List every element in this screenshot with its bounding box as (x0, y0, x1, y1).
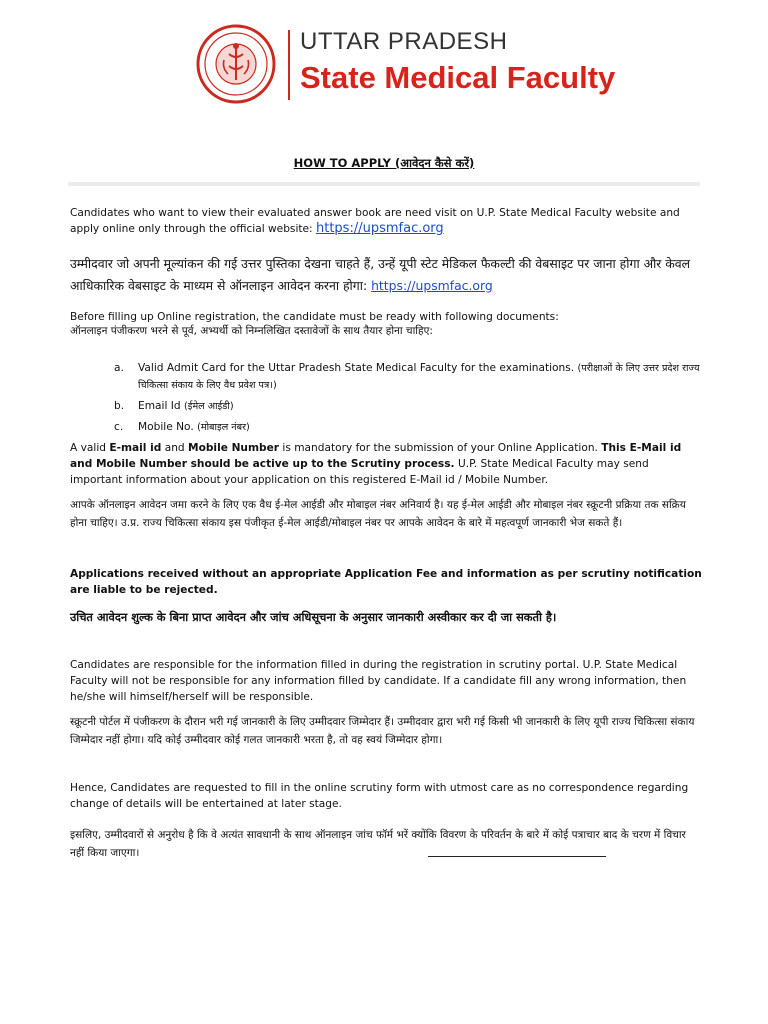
page-title: HOW TO APPLY (आवेदन कैसे करें) (293, 156, 475, 170)
documents-list (70, 360, 702, 440)
mandatory-bold-email: E-mail id (109, 442, 162, 454)
list-item (70, 398, 702, 415)
list-item-en: Mobile No. (138, 421, 194, 433)
header-state: UTTAR PRADESH (300, 28, 508, 55)
mandatory-hi: आपके ऑनलाइन आवेदन जमा करने के लिए एक वैध ई-मेल आईडी और मोबाइल नंबर अनिवार्य है। यह ई-मेल आईडी और मोबाइल नंबर स्क्रूटनी प्रक्रिया तक सक्रिय होना चाहिए। उ.प्र. राज्य चिकित्सा संकाय इस पंजीकृत ई-मेल आईडी/मोबाइल नंबर पर आपके आवेदन के बारे में महत्वपूर्ण जानकारी भेज सकते हैं। (70, 499, 686, 529)
emblem-logo (196, 24, 276, 104)
list-marker: b. (114, 400, 125, 412)
responsible-en: Candidates are responsible for the information filled in during the registration in scrutiny portal. U.P. State Medical Faculty will not be responsible for any information filled by candidate. If a candidate fill any wrong information, then he/she will himself/herself will be responsible. (70, 659, 687, 703)
intro-hi-text: उम्मीदवार जो अपनी मूल्यांकन की गई उत्तर पुस्तिका देखना चाहते हैं, उन्हें यूपी स्टेट मेडिकल फैकल्टी की वेबसाइट पर जाना होगा और केवल आधिकारिक वेबसाइट के माध्यम से ऑनलाइन आवेदन करना होगा: (70, 256, 691, 293)
list-item-hi: (ईमेल आईडी) (183, 401, 234, 412)
fee-en: Applications received without an appropriate Application Fee and information as per scrutiny notification are liable to be rejected. (70, 568, 702, 596)
mandatory-text-4: U.P. State Medical Faculty may send important information about your application on this registered E-Mail id / Mobile Number. (70, 458, 649, 486)
signature-line (428, 856, 606, 857)
before-en: Before filling up Online registration, the candidate must be ready with following documents: (70, 311, 559, 323)
fee-hi: उचित आवेदन शुल्क के बिना प्राप्त आवेदन और जांच अधिसूचना के अनुसार जानकारी अस्वीकार कर दी जा सकती है। (70, 610, 557, 624)
list-marker: a. (114, 362, 124, 374)
hence-hi: इसलिए, उम्मीदवारों से अनुरोध है कि वे अत्यंत सावधानी के साथ ऑनलाइन जांच फॉर्म भरें क्योंकि विवरण के परिवर्तन के बारे में कोई पत्राचार बाद के चरण में विचार नहीं किया जाएगा। (70, 829, 686, 859)
responsible-hi: स्क्रूटनी पोर्टल में पंजीकरण के दौरान भरी गई जानकारी के लिए उम्मीदवार जिम्मेदार हैं। उम्मीदवार द्वारा भरी गई किसी भी जानकारी के लिए यूपी राज्य चिकित्सा संकाय जिम्मेदार नहीं होगा। यदि कोई उम्मीदवार कोई गलत जानकारी भरता है, तो वह स्वयं जिम्मेदार होगा। (70, 716, 695, 746)
header-divider (288, 30, 290, 100)
list-item-en: Valid Admit Card for the Uttar Pradesh State Medical Faculty for the examinations. (138, 362, 575, 374)
mandatory-bold-active: This E-Mail id and Mobile Number should be active up to the Scrutiny process. (70, 442, 682, 470)
mandatory-en (70, 440, 702, 488)
list-item-en: Email Id (138, 400, 181, 412)
intro-en-text: Candidates who want to view their evaluated answer book are need visit on U.P. State Medical Faculty website and apply online only through the official website: (70, 207, 680, 235)
mandatory-text-1: A valid (70, 442, 110, 454)
before-hi: ऑनलाइन पंजीकरण भरने से पूर्व, अभ्यर्थी को निम्नलिखित दस्तावेजों के साथ तैयार होना चाहिए: (70, 325, 433, 337)
mandatory-bold-mobile: Mobile Number (188, 442, 280, 454)
website-link[interactable]: https://upsmfac.org (316, 221, 444, 236)
header-faculty: State Medical Faculty (300, 60, 616, 95)
letterhead (196, 24, 616, 104)
intro-hi (70, 253, 702, 297)
list-marker: c. (114, 421, 124, 433)
highlight-strip (68, 182, 700, 186)
list-item (70, 360, 702, 394)
website-link-hi[interactable]: https://upsmfac.org (371, 278, 493, 293)
list-item-hi: (परीक्षाओं के लिए उत्तर प्रदेश राज्य चिकित्सा संकाय के लिए वैध प्रवेश पत्र।) (138, 363, 700, 391)
mandatory-text-2: and (161, 442, 189, 454)
intro-en (70, 205, 702, 237)
hence-en: Hence, Candidates are requested to fill in the online scrutiny form with utmost care as no correspondence regarding change of details will be entertained at later stage. (70, 782, 689, 810)
list-item-hi: (मोबाइल नंबर) (197, 422, 250, 433)
list-item (70, 419, 702, 436)
mandatory-text-3: is mandatory for the submission of your Online Application. (279, 442, 602, 454)
